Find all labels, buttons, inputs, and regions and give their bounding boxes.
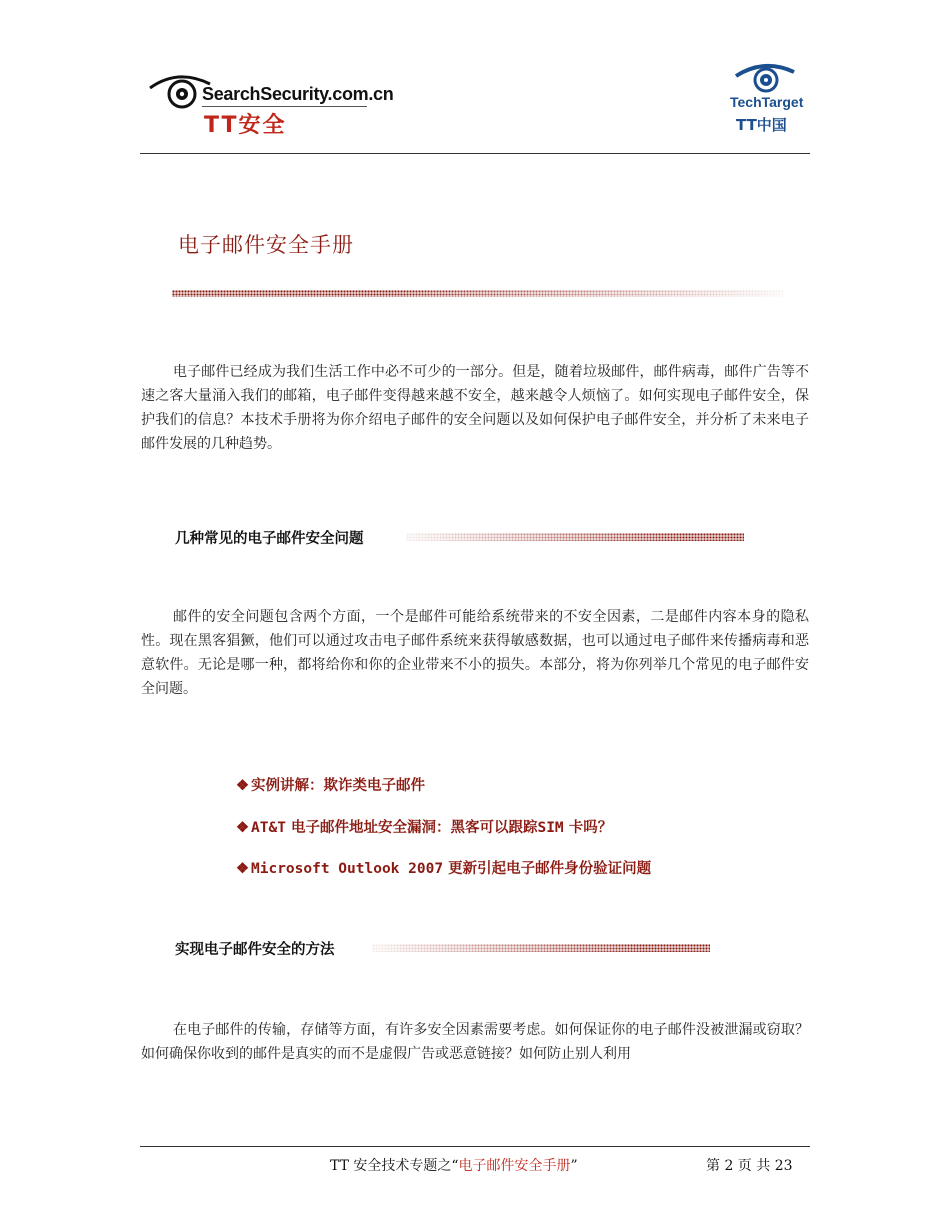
diamond-bullet-icon: ❖	[236, 860, 249, 877]
section-dotted-divider	[406, 533, 744, 541]
link-suffix: 卡吗？	[563, 819, 613, 836]
brand-subtitle: TT安全	[204, 113, 287, 138]
techtarget-name: TechTarget	[730, 94, 804, 110]
link-text: 更新引起电子邮件身份验证问题	[443, 860, 652, 877]
footer-series-title: 电子邮件安全手册	[458, 1158, 571, 1174]
title-dotted-divider	[172, 290, 784, 297]
document-title: 电子邮件安全手册	[178, 233, 354, 257]
techtarget-logo[interactable]	[728, 60, 808, 140]
link-prefix: AT&T	[251, 820, 286, 836]
searchsecurity-logo[interactable]	[148, 70, 394, 138]
footer-page-number: 第 2 页 共 23	[706, 1158, 793, 1174]
section2-paragraph: 在电子邮件的传输，存储等方面，有许多安全因素需要考虑。如何保证你的电子邮件没被泄漏或窃取？如何确保你收到的邮件是真实的而不是虚假广告或恶意链接？如何防止别人利用	[141, 1022, 809, 1062]
section-heading-common-issues: 几种常见的电子邮件安全问题	[175, 531, 364, 547]
diamond-bullet-icon: ❖	[236, 819, 249, 836]
link-prefix: Microsoft Outlook 2007	[251, 861, 444, 877]
section1-paragraph: 邮件的安全问题包含两个方面，一个是邮件可能给系统带来的不安全因素，二是邮件内容本身的隐私性。现在黑客猖獗，他们可以通过攻击电子邮件系统来获得敏感数据，也可以通过电子邮件来传播病毒和恶意软件。无论是哪一种，都将给你和你的企业带来不小的损失。本部分，将为你列举几个常见的电子邮件安全问题。	[141, 609, 809, 697]
section-dotted-divider	[372, 944, 710, 952]
link-mid: SIM	[537, 820, 564, 836]
footer-rule	[140, 1146, 810, 1147]
link-fraud-email[interactable]	[236, 774, 425, 795]
brand-name: SearchSecurity.com.cn	[202, 84, 394, 104]
link-outlook-update[interactable]	[236, 857, 651, 878]
link-text: 电子邮件地址安全漏洞：黑客可以跟踪	[285, 819, 538, 836]
logo-divider	[202, 106, 367, 107]
link-text: 实例讲解：欺诈类电子邮件	[251, 777, 425, 794]
footer-series-prefix: TT 安全技术专题之“	[330, 1158, 459, 1174]
techtarget-subtitle: TT中国	[736, 116, 787, 134]
header-rule	[140, 153, 810, 154]
section-heading-methods: 实现电子邮件安全的方法	[175, 942, 335, 958]
link-att-vulnerability[interactable]	[236, 816, 612, 837]
footer-series	[330, 1155, 578, 1175]
diamond-bullet-icon: ❖	[236, 777, 249, 794]
footer-series-suffix: ”	[570, 1158, 578, 1174]
intro-paragraph: 电子邮件已经成为我们生活工作中必不可少的一部分。但是，随着垃圾邮件，邮件病毒，邮件广告等不速之客大量涌入我们的邮箱，电子邮件变得越来越不安全，越来越令人烦恼了。如何实现电子邮件安全，保护我们的信息？本技术手册将为你介绍电子邮件的安全问题以及如何保护电子邮件安全，并分析了未来电子邮件发展的几种趋势。	[141, 364, 809, 452]
